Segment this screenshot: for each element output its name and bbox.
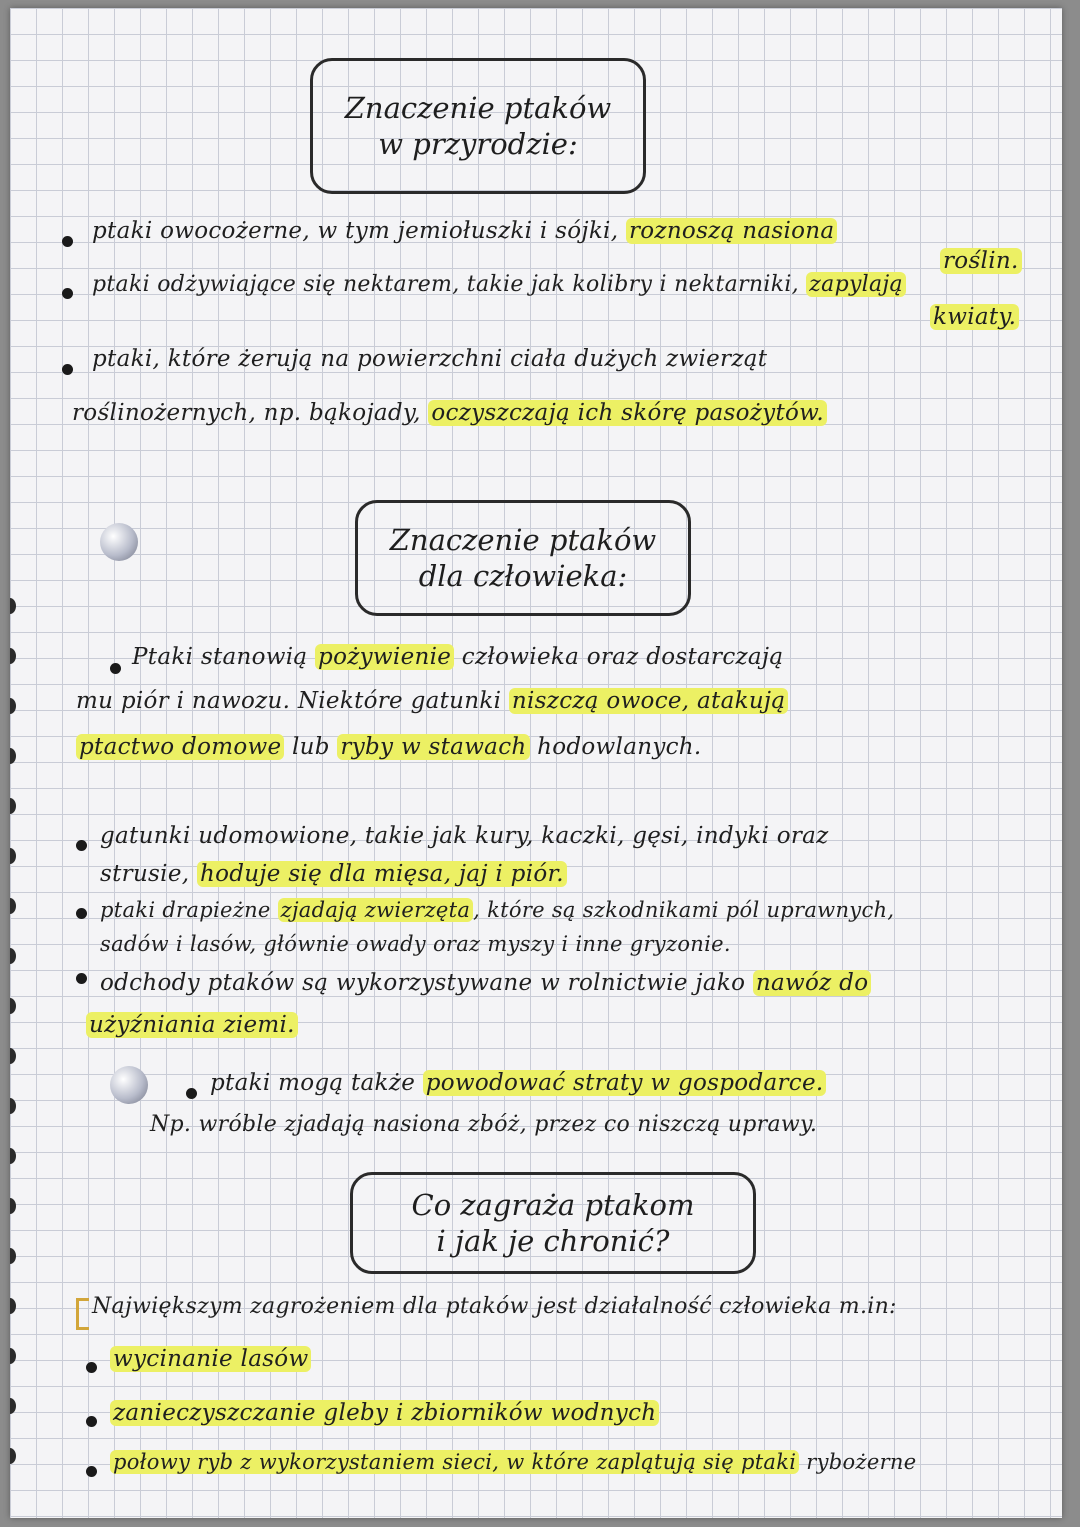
bullet-text: odchody ptaków są wykorzystywane w rolnictwie jako: [100, 970, 746, 996]
binding-hole: [10, 1348, 16, 1364]
punch-hole: [110, 1066, 148, 1104]
bullet-text: gatunki udomowione, takie jak kury, kaczki, gęsi, indyki oraz: [100, 823, 829, 849]
bullet-text: ptaki odżywiające się nektarem, takie jak kolibry i nektarniki,: [92, 272, 799, 297]
bullet: [76, 973, 87, 984]
highlighted-text: oczyszczają ich skórę pasożytów.: [428, 400, 827, 426]
section-title-line: i jak je chronić?: [436, 1224, 670, 1258]
bullet-text: , które są szkodnikami pól uprawnych,: [473, 898, 895, 922]
intro-text: Największym zagrożeniem dla ptaków jest działalność człowieka m.in:: [92, 1294, 897, 1319]
bullet: [86, 1362, 97, 1373]
binding-hole: [10, 1248, 16, 1264]
text-line: [100, 970, 871, 996]
binding-hole: [10, 1198, 16, 1214]
notebook-page: [10, 8, 1062, 1518]
binding-hole: [10, 1148, 16, 1164]
highlighted-text: użyźniania ziemi.: [86, 1012, 298, 1038]
bullet-text: rybożerne: [806, 1450, 917, 1474]
bullet-text: roślinożernych, np. bąkojady,: [72, 400, 421, 426]
paragraph-text: hodowlanych.: [537, 734, 702, 760]
bullet: [86, 1416, 97, 1427]
bullet: [62, 364, 73, 375]
binding-hole: [10, 1448, 16, 1464]
text-line: [100, 823, 829, 849]
punch-hole: [100, 523, 138, 561]
bullet-text: ptaki drapieżne: [100, 898, 271, 922]
highlighted-text: niszczą owoce, atakują: [509, 688, 788, 714]
bullet-text: strusie,: [100, 861, 190, 887]
text-line: [100, 898, 894, 922]
binding-hole: [10, 648, 16, 664]
highlighted-text: hoduje się dla mięsa, jaj i piór.: [197, 861, 567, 887]
binding-hole: [10, 998, 16, 1014]
highlighted-text: zjadają zwierzęta: [278, 898, 474, 922]
paragraph-text: człowieka oraz dostarczają: [461, 644, 784, 670]
text-line: [92, 218, 837, 244]
text-line: [132, 644, 783, 670]
binding-hole: [10, 948, 16, 964]
section-title-line: dla człowieka:: [418, 559, 628, 593]
text-line: [86, 1012, 298, 1038]
binding-hole: [10, 798, 16, 814]
highlighted-text: zanieczyszczanie gleby i zbiorników wodnych: [110, 1400, 659, 1426]
text-line: [92, 346, 767, 372]
text-line: [930, 304, 1019, 330]
section-title-box-human: [355, 500, 691, 616]
text-line: [110, 1346, 311, 1372]
highlighted-text: ptactwo domowe: [76, 734, 284, 760]
text-line: [210, 1070, 826, 1096]
text-line: [110, 1400, 659, 1426]
bullet-text: Np. wróble zjadają nasiona zbóż, przez co niszczą uprawy.: [150, 1112, 818, 1137]
binding-hole: [10, 1048, 16, 1064]
binding-hole: [10, 598, 16, 614]
section-title-box-threats: [350, 1172, 756, 1274]
highlighted-text: wycinanie lasów: [110, 1346, 311, 1372]
text-line: [110, 1450, 916, 1474]
bullet: [110, 663, 121, 674]
text-line: [150, 1112, 817, 1137]
binding-hole: [10, 1098, 16, 1114]
text-line: [100, 932, 731, 956]
text-line: [76, 734, 702, 760]
highlighted-text: powodować straty w gospodarce.: [423, 1070, 827, 1096]
spiral-holes: [10, 8, 24, 1518]
bullet-text: sadów i lasów, głównie owady oraz myszy i inne gryzonie.: [100, 932, 731, 956]
binding-hole: [10, 748, 16, 764]
paragraph-text: Ptaki stanowią: [132, 644, 308, 670]
text-line: [72, 400, 827, 426]
highlighted-text: ryby w stawach: [337, 734, 529, 760]
bullet: [186, 1088, 197, 1099]
highlighted-text: roznoszą nasiona: [626, 218, 837, 244]
highlighted-text: kwiaty.: [930, 304, 1019, 330]
section-title-box-nature: [310, 58, 646, 194]
section-title-line: Znaczenie ptaków: [389, 522, 657, 557]
binding-hole: [10, 848, 16, 864]
bullet: [62, 236, 73, 247]
section-title-line: Co zagraża ptakom: [411, 1187, 695, 1222]
highlighted-text: nawóz do: [753, 970, 871, 996]
binding-hole: [10, 898, 16, 914]
binding-hole: [10, 1298, 16, 1314]
bullet: [62, 288, 73, 299]
bullet: [86, 1466, 97, 1477]
text-line: [940, 248, 1022, 274]
bullet-text: ptaki owocożerne, w tym jemiołuszki i sójki,: [92, 218, 619, 244]
section-title-line: w przyrodzie:: [378, 127, 578, 161]
paragraph-text: lub: [292, 734, 330, 760]
bracket-mark: [76, 1298, 89, 1330]
paragraph-text: mu piór i nawozu. Niektóre gatunki: [76, 688, 502, 714]
highlighted-text: pożywienie: [315, 644, 454, 670]
text-line: [100, 861, 567, 887]
binding-hole: [10, 698, 16, 714]
text-line: [92, 272, 906, 297]
bullet-text: ptaki, które żerują na powierzchni ciała dużych zwierząt: [92, 346, 768, 372]
text-line: [76, 688, 788, 714]
highlighted-text: zapylają: [806, 272, 906, 297]
text-line: [92, 1294, 897, 1319]
highlighted-text: roślin.: [940, 248, 1022, 274]
section-title-line: Znaczenie ptaków: [344, 90, 612, 125]
bullet: [76, 908, 87, 919]
binding-hole: [10, 1398, 16, 1414]
highlighted-text: połowy ryb z wykorzystaniem sieci, w które zaplątują się ptaki: [110, 1450, 799, 1474]
bullet-text: ptaki mogą także: [210, 1070, 416, 1096]
bullet: [76, 840, 87, 851]
